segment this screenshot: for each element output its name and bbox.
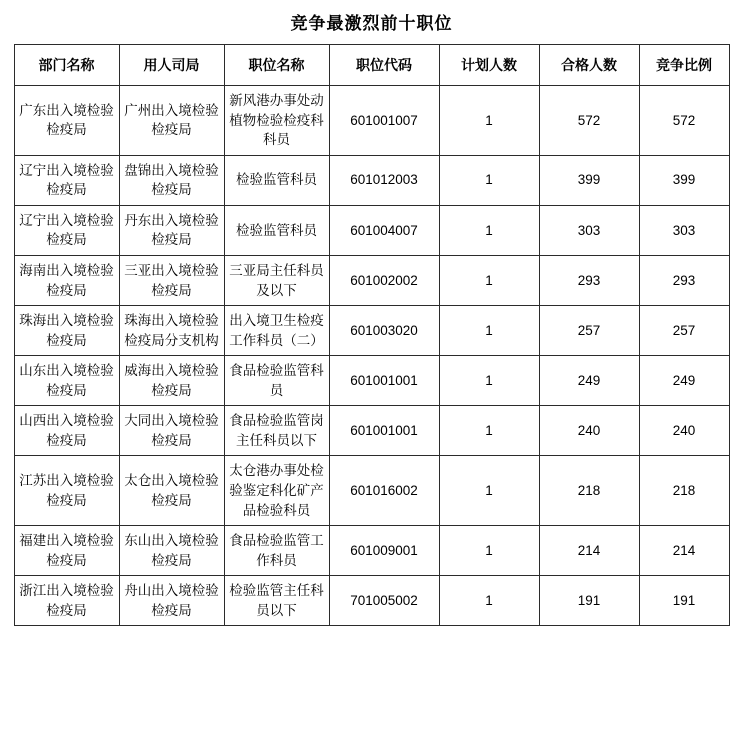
cell-bureau: 三亚出入境检验检疫局	[119, 255, 224, 305]
cell-planned-count: 1	[439, 255, 539, 305]
column-header-position-name: 职位名称	[224, 45, 329, 86]
cell-competition-ratio: 249	[639, 356, 729, 406]
table-row	[14, 526, 729, 576]
cell-position-code: 601003020	[329, 306, 439, 356]
cell-position-name: 三亚局主任科员及以下	[224, 255, 329, 305]
table-row	[14, 406, 729, 456]
cell-planned-count: 1	[439, 456, 539, 526]
cell-qualified-count: 257	[539, 306, 639, 356]
column-header-position-code: 职位代码	[329, 45, 439, 86]
cell-position-code: 601004007	[329, 205, 439, 255]
cell-competition-ratio: 214	[639, 526, 729, 576]
cell-position-code: 701005002	[329, 576, 439, 626]
cell-planned-count: 1	[439, 306, 539, 356]
column-header-qualified-count: 合格人数	[539, 45, 639, 86]
cell-competition-ratio: 218	[639, 456, 729, 526]
competition-ranking-table	[14, 44, 730, 626]
cell-competition-ratio: 257	[639, 306, 729, 356]
cell-department: 广东出入境检验检疫局	[14, 86, 119, 156]
table-row	[14, 86, 729, 156]
cell-bureau: 大同出入境检验检疫局	[119, 406, 224, 456]
cell-competition-ratio: 399	[639, 155, 729, 205]
table-header	[14, 45, 729, 86]
cell-competition-ratio: 240	[639, 406, 729, 456]
cell-bureau: 东山出入境检验检疫局	[119, 526, 224, 576]
cell-position-code: 601016002	[329, 456, 439, 526]
cell-position-name: 出入境卫生检疫工作科员（二）	[224, 306, 329, 356]
cell-qualified-count: 293	[539, 255, 639, 305]
cell-planned-count: 1	[439, 86, 539, 156]
column-header-planned-count: 计划人数	[439, 45, 539, 86]
table-row	[14, 255, 729, 305]
cell-position-name: 食品检验监管岗主任科员以下	[224, 406, 329, 456]
cell-position-code: 601001001	[329, 406, 439, 456]
cell-department: 福建出入境检验检疫局	[14, 526, 119, 576]
cell-bureau: 舟山出入境检验检疫局	[119, 576, 224, 626]
cell-position-name: 检验监管科员	[224, 155, 329, 205]
cell-qualified-count: 214	[539, 526, 639, 576]
cell-qualified-count: 240	[539, 406, 639, 456]
cell-planned-count: 1	[439, 406, 539, 456]
cell-competition-ratio: 572	[639, 86, 729, 156]
table-body	[14, 86, 729, 626]
cell-competition-ratio: 191	[639, 576, 729, 626]
cell-bureau: 太仓出入境检验检疫局	[119, 456, 224, 526]
table-row	[14, 205, 729, 255]
cell-position-code: 601001007	[329, 86, 439, 156]
cell-competition-ratio: 303	[639, 205, 729, 255]
cell-department: 辽宁出入境检验检疫局	[14, 205, 119, 255]
cell-position-name: 太仓港办事处检验鉴定科化矿产品检验科员	[224, 456, 329, 526]
cell-bureau: 盘锦出入境检验检疫局	[119, 155, 224, 205]
cell-qualified-count: 303	[539, 205, 639, 255]
cell-planned-count: 1	[439, 356, 539, 406]
cell-position-name: 检验监管主任科员以下	[224, 576, 329, 626]
cell-qualified-count: 191	[539, 576, 639, 626]
table-row	[14, 456, 729, 526]
cell-planned-count: 1	[439, 155, 539, 205]
column-header-competition-ratio: 竞争比例	[639, 45, 729, 86]
table-row	[14, 155, 729, 205]
table-row	[14, 576, 729, 626]
cell-department: 江苏出入境检验检疫局	[14, 456, 119, 526]
column-header-department: 部门名称	[14, 45, 119, 86]
cell-qualified-count: 399	[539, 155, 639, 205]
cell-department: 辽宁出入境检验检疫局	[14, 155, 119, 205]
cell-department: 浙江出入境检验检疫局	[14, 576, 119, 626]
table-header-row	[14, 45, 729, 86]
cell-bureau: 广州出入境检验检疫局	[119, 86, 224, 156]
cell-position-name: 新风港办事处动植物检验检疫科科员	[224, 86, 329, 156]
cell-position-code: 601009001	[329, 526, 439, 576]
cell-department: 山东出入境检验检疫局	[14, 356, 119, 406]
cell-bureau: 珠海出入境检验检疫局分支机构	[119, 306, 224, 356]
cell-position-code: 601012003	[329, 155, 439, 205]
column-header-bureau: 用人司局	[119, 45, 224, 86]
cell-department: 珠海出入境检验检疫局	[14, 306, 119, 356]
cell-position-code: 601001001	[329, 356, 439, 406]
cell-planned-count: 1	[439, 205, 539, 255]
cell-qualified-count: 572	[539, 86, 639, 156]
cell-bureau: 威海出入境检验检疫局	[119, 356, 224, 406]
cell-qualified-count: 249	[539, 356, 639, 406]
cell-position-name: 检验监管科员	[224, 205, 329, 255]
cell-department: 海南出入境检验检疫局	[14, 255, 119, 305]
table-row	[14, 356, 729, 406]
cell-qualified-count: 218	[539, 456, 639, 526]
table-row	[14, 306, 729, 356]
cell-planned-count: 1	[439, 576, 539, 626]
page-title: 竞争最激烈前十职位	[290, 14, 453, 33]
cell-position-name: 食品检验监管科员	[224, 356, 329, 406]
cell-competition-ratio: 293	[639, 255, 729, 305]
cell-bureau: 丹东出入境检验检疫局	[119, 205, 224, 255]
cell-position-code: 601002002	[329, 255, 439, 305]
cell-planned-count: 1	[439, 526, 539, 576]
cell-position-name: 食品检验监管工作科员	[224, 526, 329, 576]
cell-department: 山西出入境检验检疫局	[14, 406, 119, 456]
